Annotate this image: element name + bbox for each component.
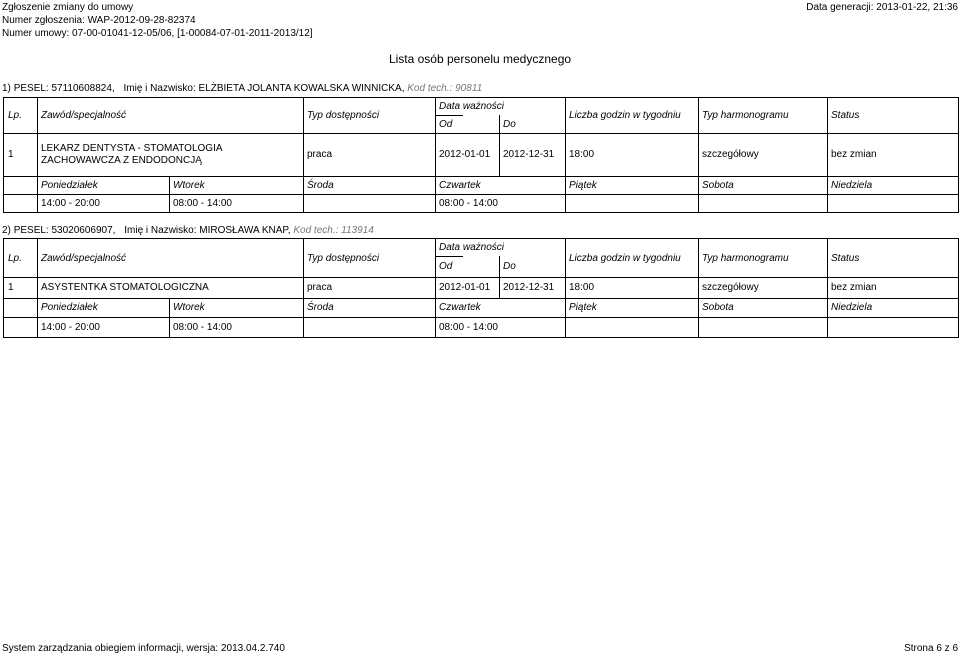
person-2-table [3,238,959,338]
row-date-from: 2012-01-01 [439,282,491,293]
person-tech-code: Kod tech.: 113914 [293,225,374,236]
document-type: Zgłoszenie zmiany do umowy [2,2,134,13]
schedule-friday [565,194,698,213]
col-profession: Zawód/specjalność [41,252,127,264]
col-availability-type: Typ dostępności [307,110,380,121]
row-date-from: 2012-01-01 [439,149,491,160]
day-monday: Poniedziałek [41,179,98,191]
day-wednesday: Środa [307,302,334,313]
schedule-wednesday [303,317,435,337]
col-profession: Zawód/specjalność [41,110,127,121]
row-profession: LEKARZ DENTYSTA - STOMATOLOGIA ZACHOWAWCZA Z ENDODONCJĄ [41,142,222,166]
person-1-info [2,83,482,95]
day-friday: Piątek [569,302,597,313]
person-2-info [2,225,374,237]
col-status: Status [831,252,860,264]
day-friday: Piątek [569,179,597,191]
schedule-friday [565,317,698,337]
row-status: bez zmian [831,282,877,293]
col-from: Od [439,261,453,272]
day-tuesday: Wtorek [173,302,205,313]
row-profession: ASYSTENTKA STOMATOLOGICZNA [41,282,209,293]
col-validity-date: Data ważności [439,101,505,112]
day-wednesday: Środa [307,179,334,191]
person-tech-code: Kod tech.: 90811 [407,83,483,94]
schedule-monday: 14:00 - 20:00 [41,198,100,209]
row-availability-type: praca [307,149,333,160]
col-validity-date: Data ważności [439,242,505,253]
col-schedule-type: Typ harmonogramu [702,110,789,121]
contract-number: Numer umowy: 07-00-01041-12-05/06, [1-00084-07-01-2011-2013/12] [2,28,313,39]
footer-system-info: System zarządzania obiegiem informacji, wersja: 2013.04.2.740 [2,643,285,654]
col-schedule-type: Typ harmonogramu [702,252,789,264]
col-status: Status [831,110,860,121]
row-weekly-hours: 18:00 [569,149,595,160]
schedule-tuesday: 08:00 - 14:00 [173,198,232,209]
schedule-monday: 14:00 - 20:00 [41,321,100,333]
schedule-saturday [698,194,827,213]
col-to: Do [503,118,516,130]
document-header [2,1,313,40]
row-schedule-type: szczegółowy [702,149,759,160]
day-saturday: Sobota [702,302,734,313]
col-availability-type: Typ dostępności [307,252,380,264]
row-date-to: 2012-12-31 [503,282,555,293]
day-monday: Poniedziałek [41,302,98,313]
row-date-to: 2012-12-31 [503,149,555,160]
schedule-sunday [827,317,958,337]
schedule-saturday [698,317,827,337]
day-sunday: Niedziela [831,302,873,313]
person-pesel: PESEL: 57110608824, [13,83,115,94]
schedule-sunday [827,194,958,213]
person-name: Imię i Nazwisko: ELŻBIETA JOLANTA KOWALSKA WINNICKA, [123,83,405,94]
schedule-wednesday [303,194,435,213]
row-status: bez zmian [831,149,877,160]
row-lp: 1 [8,282,14,293]
row-lp: 1 [8,149,14,160]
person-number: 2) [2,225,11,236]
row-schedule-type: szczegółowy [702,282,759,293]
submission-number: Numer zgłoszenia: WAP-2012-09-28-82374 [2,15,196,26]
col-lp: Lp. [8,110,22,121]
day-thursday: Czwartek [439,302,481,313]
person-pesel: PESEL: 53020606907, [13,225,116,236]
schedule-thursday: 08:00 - 14:00 [439,198,498,209]
col-weekly-hours: Liczba godzin w tygodniu [569,252,681,264]
page-title: Lista osób personelu medycznego [388,52,572,66]
col-from: Od [439,118,453,130]
col-lp: Lp. [8,252,22,264]
row-availability-type: praca [307,282,333,293]
day-sunday: Niedziela [831,179,873,191]
day-tuesday: Wtorek [173,179,205,191]
col-to: Do [503,261,516,272]
footer-page-number: Strona 6 z 6 [904,643,958,654]
person-number: 1) [2,83,11,94]
person-1-table [3,97,959,213]
schedule-tuesday: 08:00 - 14:00 [173,321,232,333]
person-name: Imię i Nazwisko: MIROSŁAWA KNAP, [124,225,291,236]
col-weekly-hours: Liczba godzin w tygodniu [569,110,681,121]
schedule-thursday: 08:00 - 14:00 [439,321,498,333]
generation-date: Data generacji: 2013-01-22, 21:36 [806,2,958,13]
row-weekly-hours: 18:00 [569,282,595,293]
day-thursday: Czwartek [439,179,481,191]
day-saturday: Sobota [702,179,734,191]
